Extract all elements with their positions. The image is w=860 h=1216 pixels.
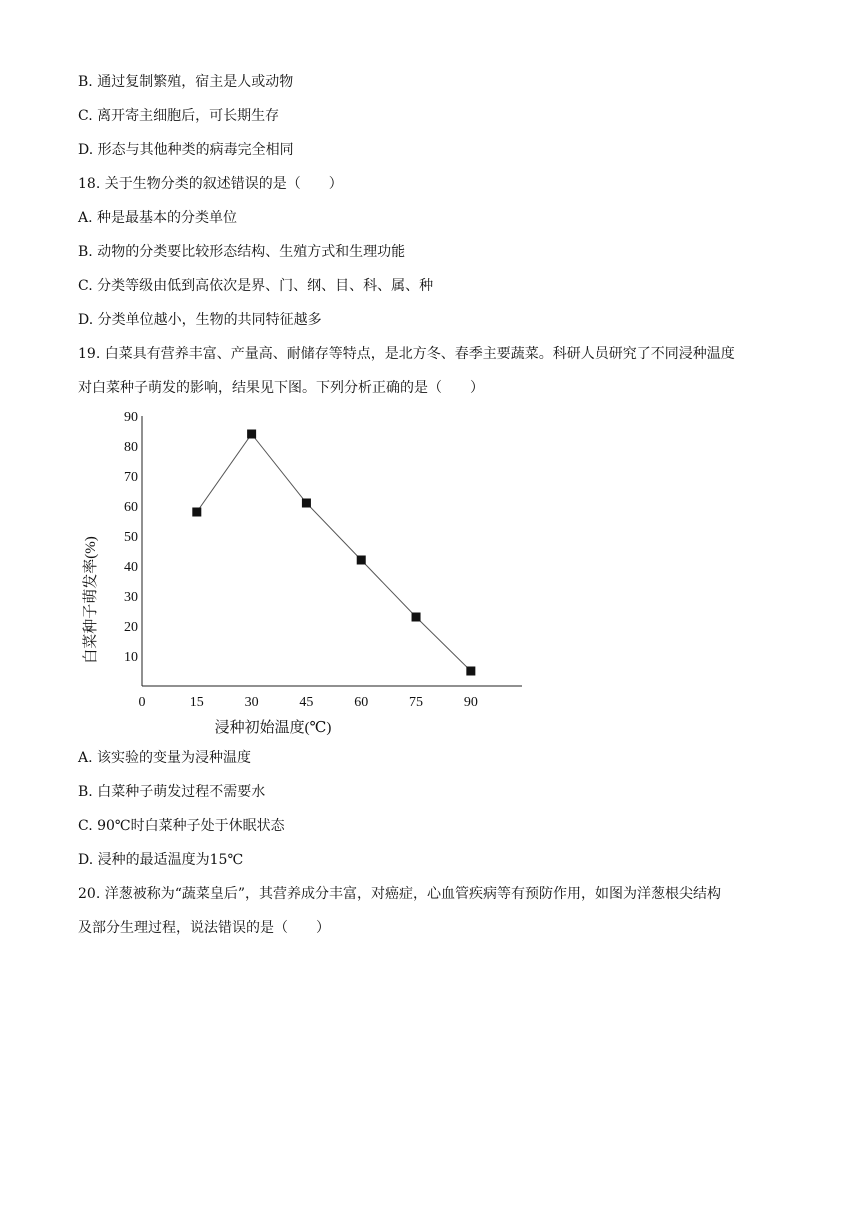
q18-option-a: A. 种是最基本的分类单位 <box>78 210 238 226</box>
x-tick-label: 60 <box>354 695 369 710</box>
series-line <box>197 434 471 671</box>
y-tick-label: 40 <box>124 560 138 575</box>
q18-option-b: B. 动物的分类要比较形态结构、生殖方式和生理功能 <box>78 244 406 260</box>
chart-y-axis-label: 白菜种子萌发率(%) <box>83 536 99 664</box>
data-point-marker <box>466 667 475 676</box>
x-tick-label: 0 <box>138 695 146 710</box>
y-tick-label: 60 <box>124 500 138 515</box>
q20-stem-line2: 及部分生理过程，说法错误的是（ ） <box>78 920 330 936</box>
chart-axes <box>142 416 522 686</box>
q19-option-b: B. 白菜种子萌发过程不需要水 <box>78 784 266 800</box>
x-tick-label: 30 <box>244 695 259 710</box>
y-tick-label: 10 <box>124 650 138 665</box>
q18-option-c: C. 分类等级由低到高依次是界、门、纲、目、科、属、种 <box>78 278 434 294</box>
data-point-marker <box>302 499 311 508</box>
q19-stem-line2: 对白菜种子萌发的影响，结果见下图。下列分析正确的是（ ） <box>78 380 484 396</box>
x-tick-label: 45 <box>299 695 314 710</box>
q19-option-a: A. 该实验的变量为浸种温度 <box>78 750 252 766</box>
y-tick-label: 30 <box>124 590 138 605</box>
q18-option-d: D. 分类单位越小，生物的共同特征越多 <box>78 312 322 328</box>
q19-option-d: D. 浸种的最适温度为15℃ <box>78 852 244 868</box>
q17-option-b: B. 通过复制繁殖，宿主是人或动物 <box>78 74 294 90</box>
q19-stem-line1: 19. 白菜具有营养丰富、产量高、耐储存等特点，是北方冬、春季主要蔬菜。科研人员研究了不同浸种温度 <box>78 346 735 362</box>
y-tick-labels <box>124 410 138 665</box>
y-tick-label: 50 <box>124 530 138 545</box>
y-tick-label: 70 <box>124 470 138 485</box>
data-point-marker <box>357 556 366 565</box>
q18-stem: 18. 关于生物分类的叙述错误的是（ ） <box>78 176 343 192</box>
y-tick-label: 20 <box>124 620 138 635</box>
chart-series <box>192 430 475 676</box>
x-tick-label: 75 <box>409 695 424 710</box>
q17-option-d: D. 形态与其他种类的病毒完全相同 <box>78 142 294 158</box>
q20-stem-line1: 20. 洋葱被称为“蔬菜皇后”，其营养成分丰富，对癌症，心血管疾病等有预防作用，如图为洋葱根尖结构 <box>78 886 722 902</box>
chart-x-axis-label: 浸种初始温度(℃) <box>214 720 332 736</box>
data-point-marker <box>412 613 421 622</box>
x-tick-label: 15 <box>189 695 204 710</box>
germination-chart <box>78 404 548 740</box>
data-point-marker <box>247 430 256 439</box>
q19-option-c: C. 90℃时白菜种子处于休眠状态 <box>78 818 285 834</box>
q17-option-c: C. 离开寄主细胞后，可长期生存 <box>78 108 280 124</box>
data-point-marker <box>192 508 201 517</box>
y-tick-label: 90 <box>124 410 138 425</box>
y-tick-label: 80 <box>124 440 138 455</box>
x-tick-labels <box>139 695 478 710</box>
x-tick-label: 90 <box>463 695 478 710</box>
